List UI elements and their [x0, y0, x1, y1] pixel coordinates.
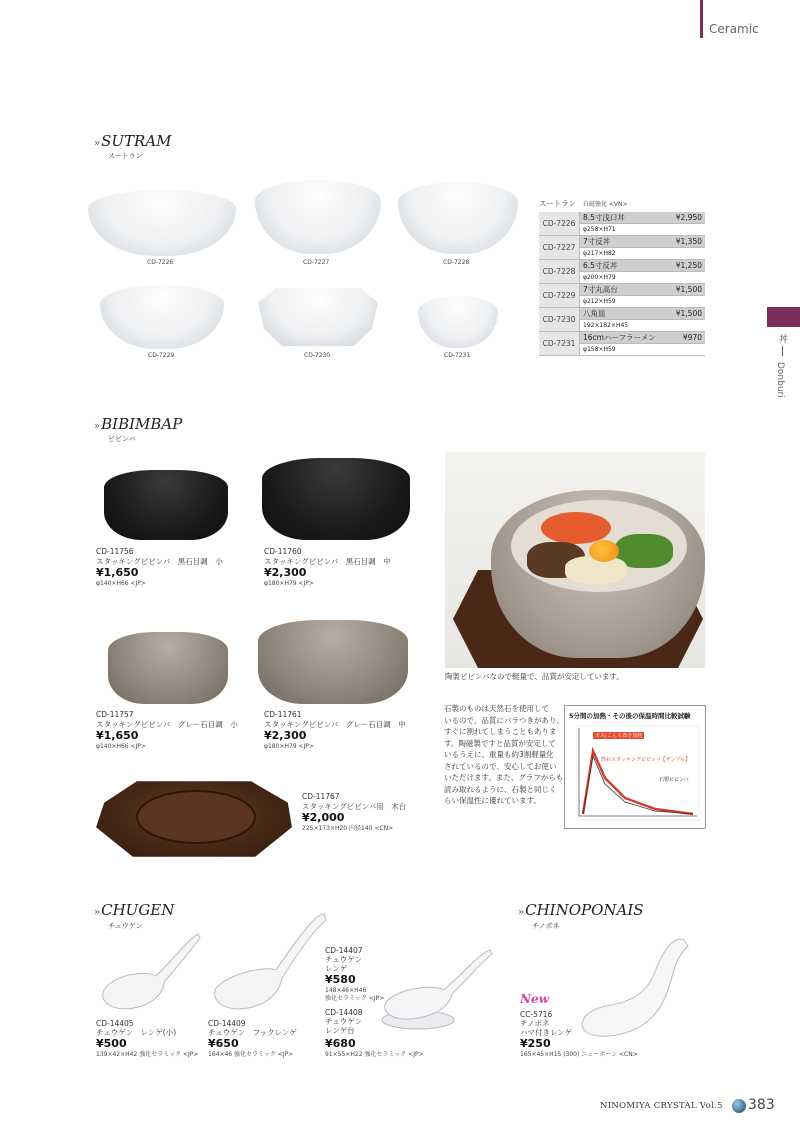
heat-retention-graph [564, 705, 706, 829]
item-price: ¥580 [325, 973, 356, 986]
sutram-table [539, 212, 705, 356]
section-title-chinoponais: » CHINOPONAIS [518, 901, 644, 919]
item-size: φ180×H79 <JP> [264, 743, 314, 750]
row-name: 6.5寸反丼 [580, 260, 669, 272]
caption-cd-7230: CD-7230 [304, 352, 331, 359]
description-line: いるので、品質にバラつきがあり、 [444, 715, 564, 725]
description-line: いただけます。また、グラフからも [444, 773, 564, 782]
section-subtitle-chinoponais: チノポネ [532, 922, 560, 930]
sutram-row [539, 284, 705, 296]
item-code: CD-11760 [264, 547, 302, 556]
row-price: ¥2,950 [669, 212, 705, 224]
page-number: 383 [748, 1097, 775, 1113]
sutram-row [539, 212, 705, 224]
item-size: 91×55×H22 強化セラミック <JP> [325, 1051, 424, 1058]
graph-title: 5分間の加熱・その後の保温時間比較試験 [569, 712, 691, 720]
bowl-cd-11757 [108, 632, 228, 704]
item-name: ハマ付きレンゲ [520, 1028, 573, 1037]
item-size: φ140×H66 <JP> [96, 743, 146, 750]
graph-label-red: ガス(こんろ)5分加熱 [595, 733, 643, 739]
item-name: チュウゲン レンゲ(小) [96, 1028, 177, 1037]
item-code: CD-11767 [302, 792, 340, 801]
graph-plot [565, 706, 705, 828]
item-price: ¥250 [520, 1037, 551, 1050]
row-price: ¥1,500 [669, 308, 705, 320]
row-price: ¥970 [669, 332, 705, 344]
item-code: CD-14408 [325, 1008, 363, 1017]
section-title-chugen: » CHUGEN [94, 901, 175, 919]
row-price: ¥1,500 [669, 284, 705, 296]
bowl-cd-7227 [255, 180, 381, 254]
sutram-price-table [539, 212, 705, 356]
item-code: CD-11757 [96, 710, 134, 719]
item-price: ¥2,000 [302, 811, 345, 824]
bibimbap-description [444, 703, 564, 807]
item-name: レンゲ [325, 964, 348, 973]
item-code: CD-11761 [264, 710, 302, 719]
row-name: 7寸丸高台 [580, 284, 669, 296]
row-price: ¥1,250 [669, 260, 705, 272]
sutram-row [539, 332, 705, 344]
table-title: スートラン [539, 199, 577, 208]
row-code: CD-7231 [539, 332, 580, 356]
item-size: φ180×H79 <JP> [264, 580, 314, 587]
row-name: 八角皿 [580, 308, 669, 320]
caption-cd-7231: CD-7231 [444, 352, 471, 359]
item-code: CD-14407 [325, 946, 363, 955]
sutram-row [539, 236, 705, 248]
graph-label-stone: 石製ビビンバ [659, 777, 689, 783]
side-tab [767, 307, 800, 327]
description-line: す。陶磁製ですと品質が安定して [444, 738, 556, 748]
side-tab-en: Donburi [775, 362, 785, 398]
item-price: ¥2,300 [264, 729, 307, 742]
plate-cd-7230 [258, 288, 378, 346]
row-size: φ212×H59 [580, 296, 706, 308]
row-code: CD-7229 [539, 284, 580, 308]
row-code: CD-7228 [539, 260, 580, 284]
item-code: CC-5716 [520, 1010, 553, 1019]
item-name: チュウゲン [325, 1017, 363, 1026]
new-badge: New [520, 992, 549, 1006]
side-tab-jp: 丼 [779, 335, 789, 345]
row-code: CD-7227 [539, 236, 580, 260]
footer-brand: NINOMIYA CRYSTAL Vol.5 [600, 1101, 723, 1111]
item-code: CD-11756 [96, 547, 134, 556]
sutram-row [539, 308, 705, 320]
section-subtitle-sutram: スートラン [108, 152, 143, 160]
section-title-sutram: » SUTRAM [94, 132, 172, 150]
bowl-cd-11756 [104, 470, 228, 540]
row-code: CD-7226 [539, 212, 580, 236]
item-price: ¥1,650 [96, 729, 139, 742]
item-size: 164×46 強化セラミック <JP> [208, 1051, 294, 1058]
sutram-row [539, 260, 705, 272]
item-size: φ140×H66 <JP> [96, 580, 146, 587]
item-name: スタッキングビビンバ 黒石目調 小 [96, 557, 223, 566]
item-price: ¥650 [208, 1037, 239, 1050]
item-name: スタッキングビビンバ用 木台 [302, 802, 407, 811]
item-name: チュウゲン フックレンゲ [208, 1028, 297, 1037]
side-tab-line [782, 346, 783, 356]
caption-cd-7226: CD-7226 [147, 259, 174, 266]
section-subtitle-chugen: チュウゲン [108, 922, 143, 930]
row-name: 8.5寸浅口丼 [580, 212, 669, 224]
item-name: チノポネ [520, 1019, 550, 1028]
item-size: 165×45×H15 (300) ニューボーン <CN> [520, 1051, 638, 1058]
description-line: すぐに割れてしまうこともありま [444, 727, 557, 736]
item-price: ¥1,650 [96, 566, 139, 579]
header-accent-bar [700, 0, 703, 38]
bowl-cd-7231 [418, 296, 498, 348]
item-price: ¥500 [96, 1037, 127, 1050]
row-code: CD-7230 [539, 308, 580, 332]
description-line: されているので、安心してお使い [444, 761, 557, 771]
caption-cd-7227: CD-7227 [303, 259, 330, 266]
item-size: 139×42×H42 強化セラミック <JP> [96, 1051, 199, 1058]
item-size: 225×173×H20 内径140 <CN> [302, 825, 394, 832]
item-price: ¥2,300 [264, 566, 307, 579]
item-name: レンゲ台 [325, 1026, 355, 1035]
spoon-cd-14409 [206, 908, 330, 1016]
bowl-cd-11760 [262, 458, 410, 540]
egg-yolk [589, 540, 619, 562]
table-subtitle: 白磁強化 <VN> [583, 201, 628, 208]
bowl-cd-7229 [100, 285, 224, 349]
row-size: φ200×H79 [580, 272, 706, 284]
spoon-cd-14405 [94, 930, 204, 1016]
row-size: φ258×H71 [580, 224, 706, 236]
row-price: ¥1,350 [669, 236, 705, 248]
item-code: CD-14409 [208, 1019, 246, 1028]
section-title-bibimbap: » BIBIMBAP [94, 415, 183, 433]
item-name: スタッキングビビンバ グレー石目調 小 [96, 720, 238, 729]
item-size: 強化セラミック <JP> [325, 995, 385, 1002]
header-category: Ceramic [709, 22, 759, 36]
bowl-cd-11761 [258, 620, 408, 704]
spoon-and-rest-cd-14407 [378, 944, 494, 1034]
item-name: チュウゲン [325, 955, 363, 964]
row-size: φ158×H59 [580, 344, 706, 356]
row-name: 7寸反丼 [580, 236, 669, 248]
spoon-cc-5716 [570, 932, 692, 1042]
description-line: 石製のものは天然石を使用して [444, 704, 549, 713]
item-price: ¥680 [325, 1037, 356, 1050]
bibimbap-photo [445, 452, 705, 668]
photo-caption: 陶製ビビンバなので軽量で、品質が安定しています。 [445, 672, 624, 681]
bowl-cd-7226 [88, 190, 236, 256]
globe-icon [732, 1099, 746, 1113]
item-code: CD-14405 [96, 1019, 134, 1028]
row-size: φ217×H82 [580, 248, 706, 260]
caption-cd-7228: CD-7228 [443, 259, 470, 266]
item-name: スタッキングビビンバ グレー石目調 中 [264, 720, 406, 729]
item-size: 148×46×H46 [325, 987, 367, 994]
description-line: 読み取れるように、石製と同じく [444, 784, 557, 794]
caption-cd-7229: CD-7229 [148, 352, 175, 359]
description-line: らい保温性に優れています。 [444, 796, 541, 805]
wooden-base-recess [136, 790, 256, 844]
graph-label-product: 弊社スタッキングビビンバ【ザンプル】 [601, 757, 691, 763]
item-name: スタッキングビビンバ 黒石目調 中 [264, 557, 391, 566]
section-subtitle-bibimbap: ビビンバ [108, 435, 136, 443]
bowl-cd-7228 [398, 182, 518, 254]
row-name: 16cmハーフラーメン [580, 332, 669, 344]
row-size: 192×182×H45 [580, 320, 706, 332]
description-line: いるうえに、重量も約3割軽量化 [444, 750, 554, 759]
